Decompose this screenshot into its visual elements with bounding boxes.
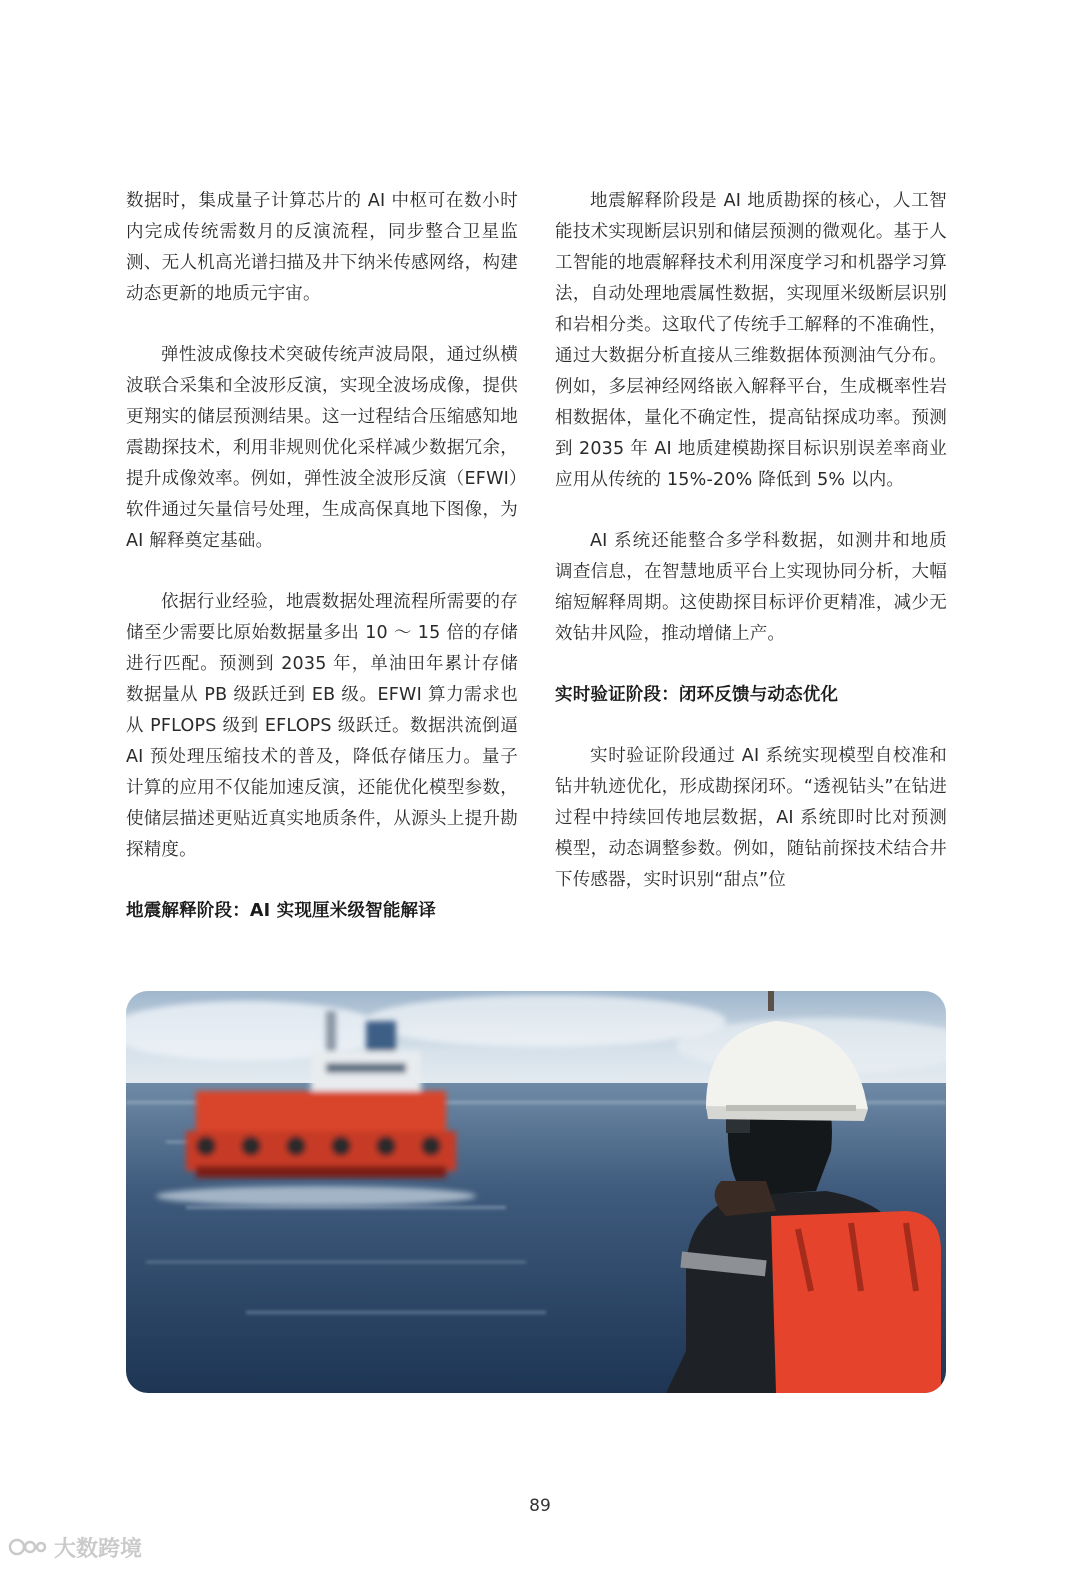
page-number: 89 — [529, 1496, 551, 1516]
section-heading: 地震解释阶段：AI 实现厘米级智能解译 — [126, 901, 436, 921]
brand-logo-icon — [8, 1534, 48, 1560]
section-heading: 实时验证阶段：闭环反馈与动态优化 — [555, 685, 839, 705]
paragraph: 地震解释阶段是 AI 地质勘探的核心，人工智能技术实现断层识别和储层预测的微观化。基于人工智能的地震解释技术利用深度学习和机器学习算法，自动处理地震属性数据，实现厘米级断层识别和岩相分类。这取代了传统手工解释的不准确性，通过大数据分析直接从三维数据体预测油气分布。例如，多层神经网络嵌入解释平台，生成概率性岩相数据体，量化不确定性，提高钻探成功率。预测到 2035 年 AI 地质建模勘探目标识别误差率商业应用从传统的 15%-20% 降低到 5% 以内。 — [555, 191, 947, 490]
watermark-text: 大数跨境 — [54, 1536, 143, 1562]
paragraph: 数据时，集成量子计算芯片的 AI 中枢可在数小时内完成传统需数月的反演流程，同步整合卫星监测、无人机高光谱扫描及井下纳米传感网络，构建动态更新的地质元宇宙。 — [126, 191, 518, 304]
watermark — [8, 1532, 142, 1562]
left-column — [126, 186, 518, 957]
paragraph: 实时验证阶段通过 AI 系统实现模型自校准和钻井轨迹优化，形成勘探闭环。“透视钻头”在钻进过程中持续回传地层数据，AI 系统即时比对预测模型，动态调整参数。例如，随钻前探技术结合井下传感器，实时识别“甜点”位 — [555, 746, 947, 890]
paragraph: 弹性波成像技术突破传统声波局限，通过纵横波联合采集和全波形反演，实现全波场成像，提供更翔实的储层预测结果。这一过程结合压缩感知地震勘探技术，利用非规则优化采样减少数据冗余，提升成像效率。例如，弹性波全波形反演（EFWI）软件通过矢量信号处理，生成高保真地下图像，为 AI 解释奠定基础。 — [126, 345, 518, 551]
offshore-worker-photo — [126, 991, 946, 1393]
paragraph: AI 系统还能整合多学科数据，如测井和地质调查信息，在智慧地质平台上实现协同分析，大幅缩短解释周期。这使勘探目标评价更精准，减少无效钻井风险，推动增储上产。 — [555, 531, 947, 644]
right-column — [555, 186, 947, 926]
paragraph: 依据行业经验，地震数据处理流程所需要的存储至少需要比原始数据量多出 10 ～ 15 倍的存储进行匹配。预测到 2035 年，单油田年累计存储数据量从 PB 级跃迁到 EB 级。EFWI 算力需求也从 PFLOPS 级到 EFLOPS 级跃迁。数据洪流倒逼 AI 预处理压缩技术的普及，降低存储压力。量子计算的应用不仅能加速反演，还能优化模型参数，使储层描述更贴近真实地质条件，从源头上提升勘探精度。 — [126, 592, 518, 860]
